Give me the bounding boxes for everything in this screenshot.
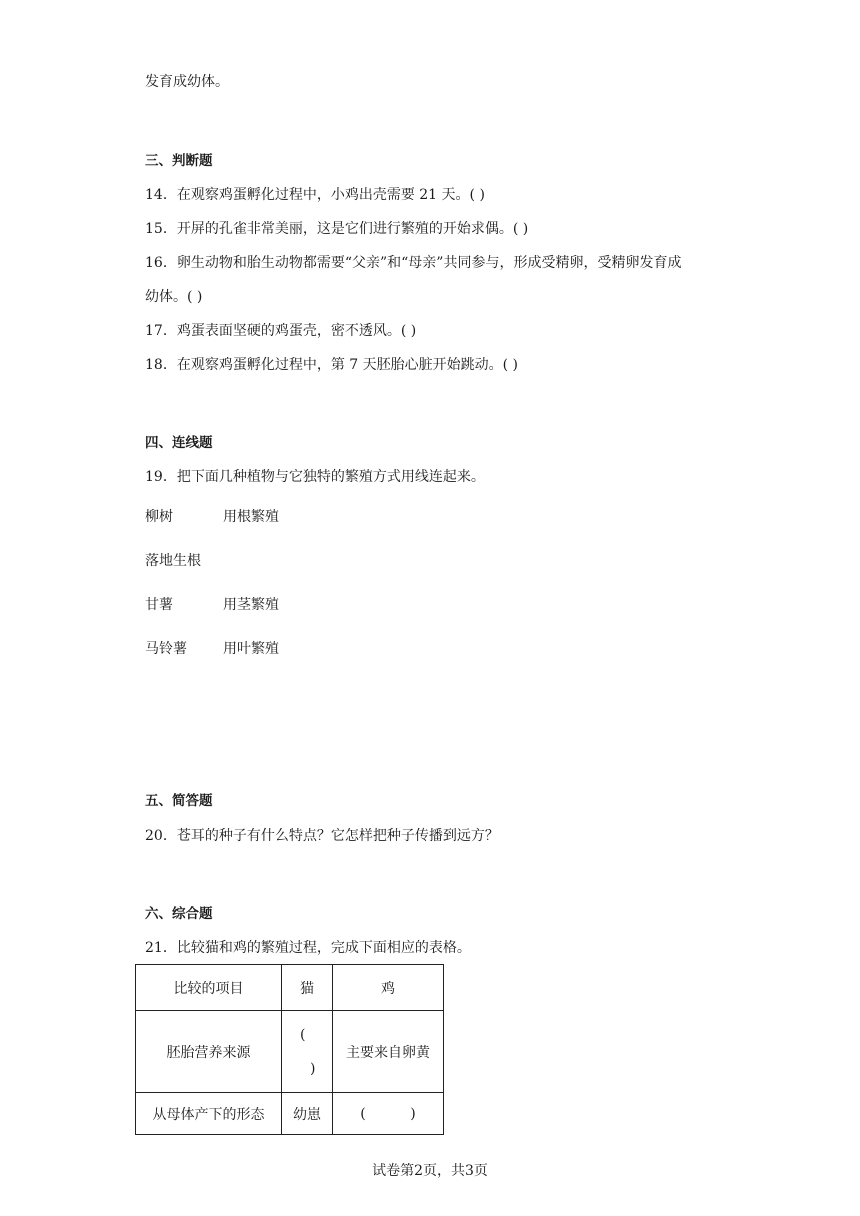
question-16-continued: 幼体。( ) — [145, 289, 203, 305]
table-header-chicken: 鸡 — [333, 965, 444, 1011]
cat-birth-form-value: 幼崽 — [282, 1093, 333, 1135]
chicken-birth-form-answer-blank[interactable]: ( ) — [333, 1093, 444, 1135]
table-header-item: 比较的项目 — [136, 965, 282, 1011]
question-16: 16．卵生动物和胎生动物都需要“父亲”和“母亲”共同参与，形成受精卵，受精卵发育成 — [145, 255, 682, 271]
section-heading-judgement: 三、判断题 — [145, 153, 213, 169]
question-19: 19．把下面几种植物与它独特的繁殖方式用线连起来。 — [145, 469, 485, 485]
question-20: 20．苍耳的种子有什么特点？它怎样把种子传播到远方？ — [145, 828, 499, 844]
question-21: 21．比较猫和鸡的繁殖过程，完成下面相应的表格。 — [145, 940, 471, 956]
blank-close-paren: ) — [310, 1060, 316, 1077]
method-root: 用根繁殖 — [223, 509, 279, 525]
question-18: 18．在观察鸡蛋孵化过程中，第 7 天胚胎心脏开始跳动。( ) — [145, 357, 518, 373]
table-header-row — [136, 965, 444, 1011]
comparison-table — [135, 964, 444, 1135]
section-heading-matching: 四、连线题 — [145, 435, 213, 451]
plant-willow: 柳树 — [145, 509, 173, 525]
section-heading-short-answer: 五、简答题 — [145, 793, 213, 809]
question-15: 15．开屏的孔雀非常美丽，这是它们进行繁殖的开始求偶。( ) — [145, 221, 529, 237]
blank-open-paren: ( — [300, 1026, 306, 1043]
page-footer: 试卷第2页，共3页 — [372, 1163, 488, 1179]
carryover-text: 发育成幼体。 — [145, 74, 229, 90]
cat-nutrition-answer-blank[interactable] — [282, 1011, 333, 1093]
plant-kalanchoe: 落地生根 — [145, 553, 201, 569]
method-leaf: 用叶繁殖 — [223, 641, 279, 657]
plant-potato: 马铃薯 — [145, 641, 187, 657]
plant-sweet-potato: 甘薯 — [145, 597, 173, 613]
table-header-cat: 猫 — [282, 965, 333, 1011]
section-heading-comprehensive: 六、综合题 — [145, 906, 213, 922]
table-row — [136, 1011, 444, 1093]
chicken-nutrition-value: 主要来自卵黄 — [333, 1011, 444, 1093]
method-stem: 用茎繁殖 — [223, 597, 279, 613]
row-label-birth-form: 从母体产下的形态 — [136, 1093, 282, 1135]
question-14: 14．在观察鸡蛋孵化过程中，小鸡出壳需要 21 天。( ) — [145, 187, 485, 203]
row-label-embryo-nutrition: 胚胎营养来源 — [136, 1011, 282, 1093]
table-row — [136, 1093, 444, 1135]
question-17: 17．鸡蛋表面坚硬的鸡蛋壳，密不透风。( ) — [145, 323, 417, 339]
